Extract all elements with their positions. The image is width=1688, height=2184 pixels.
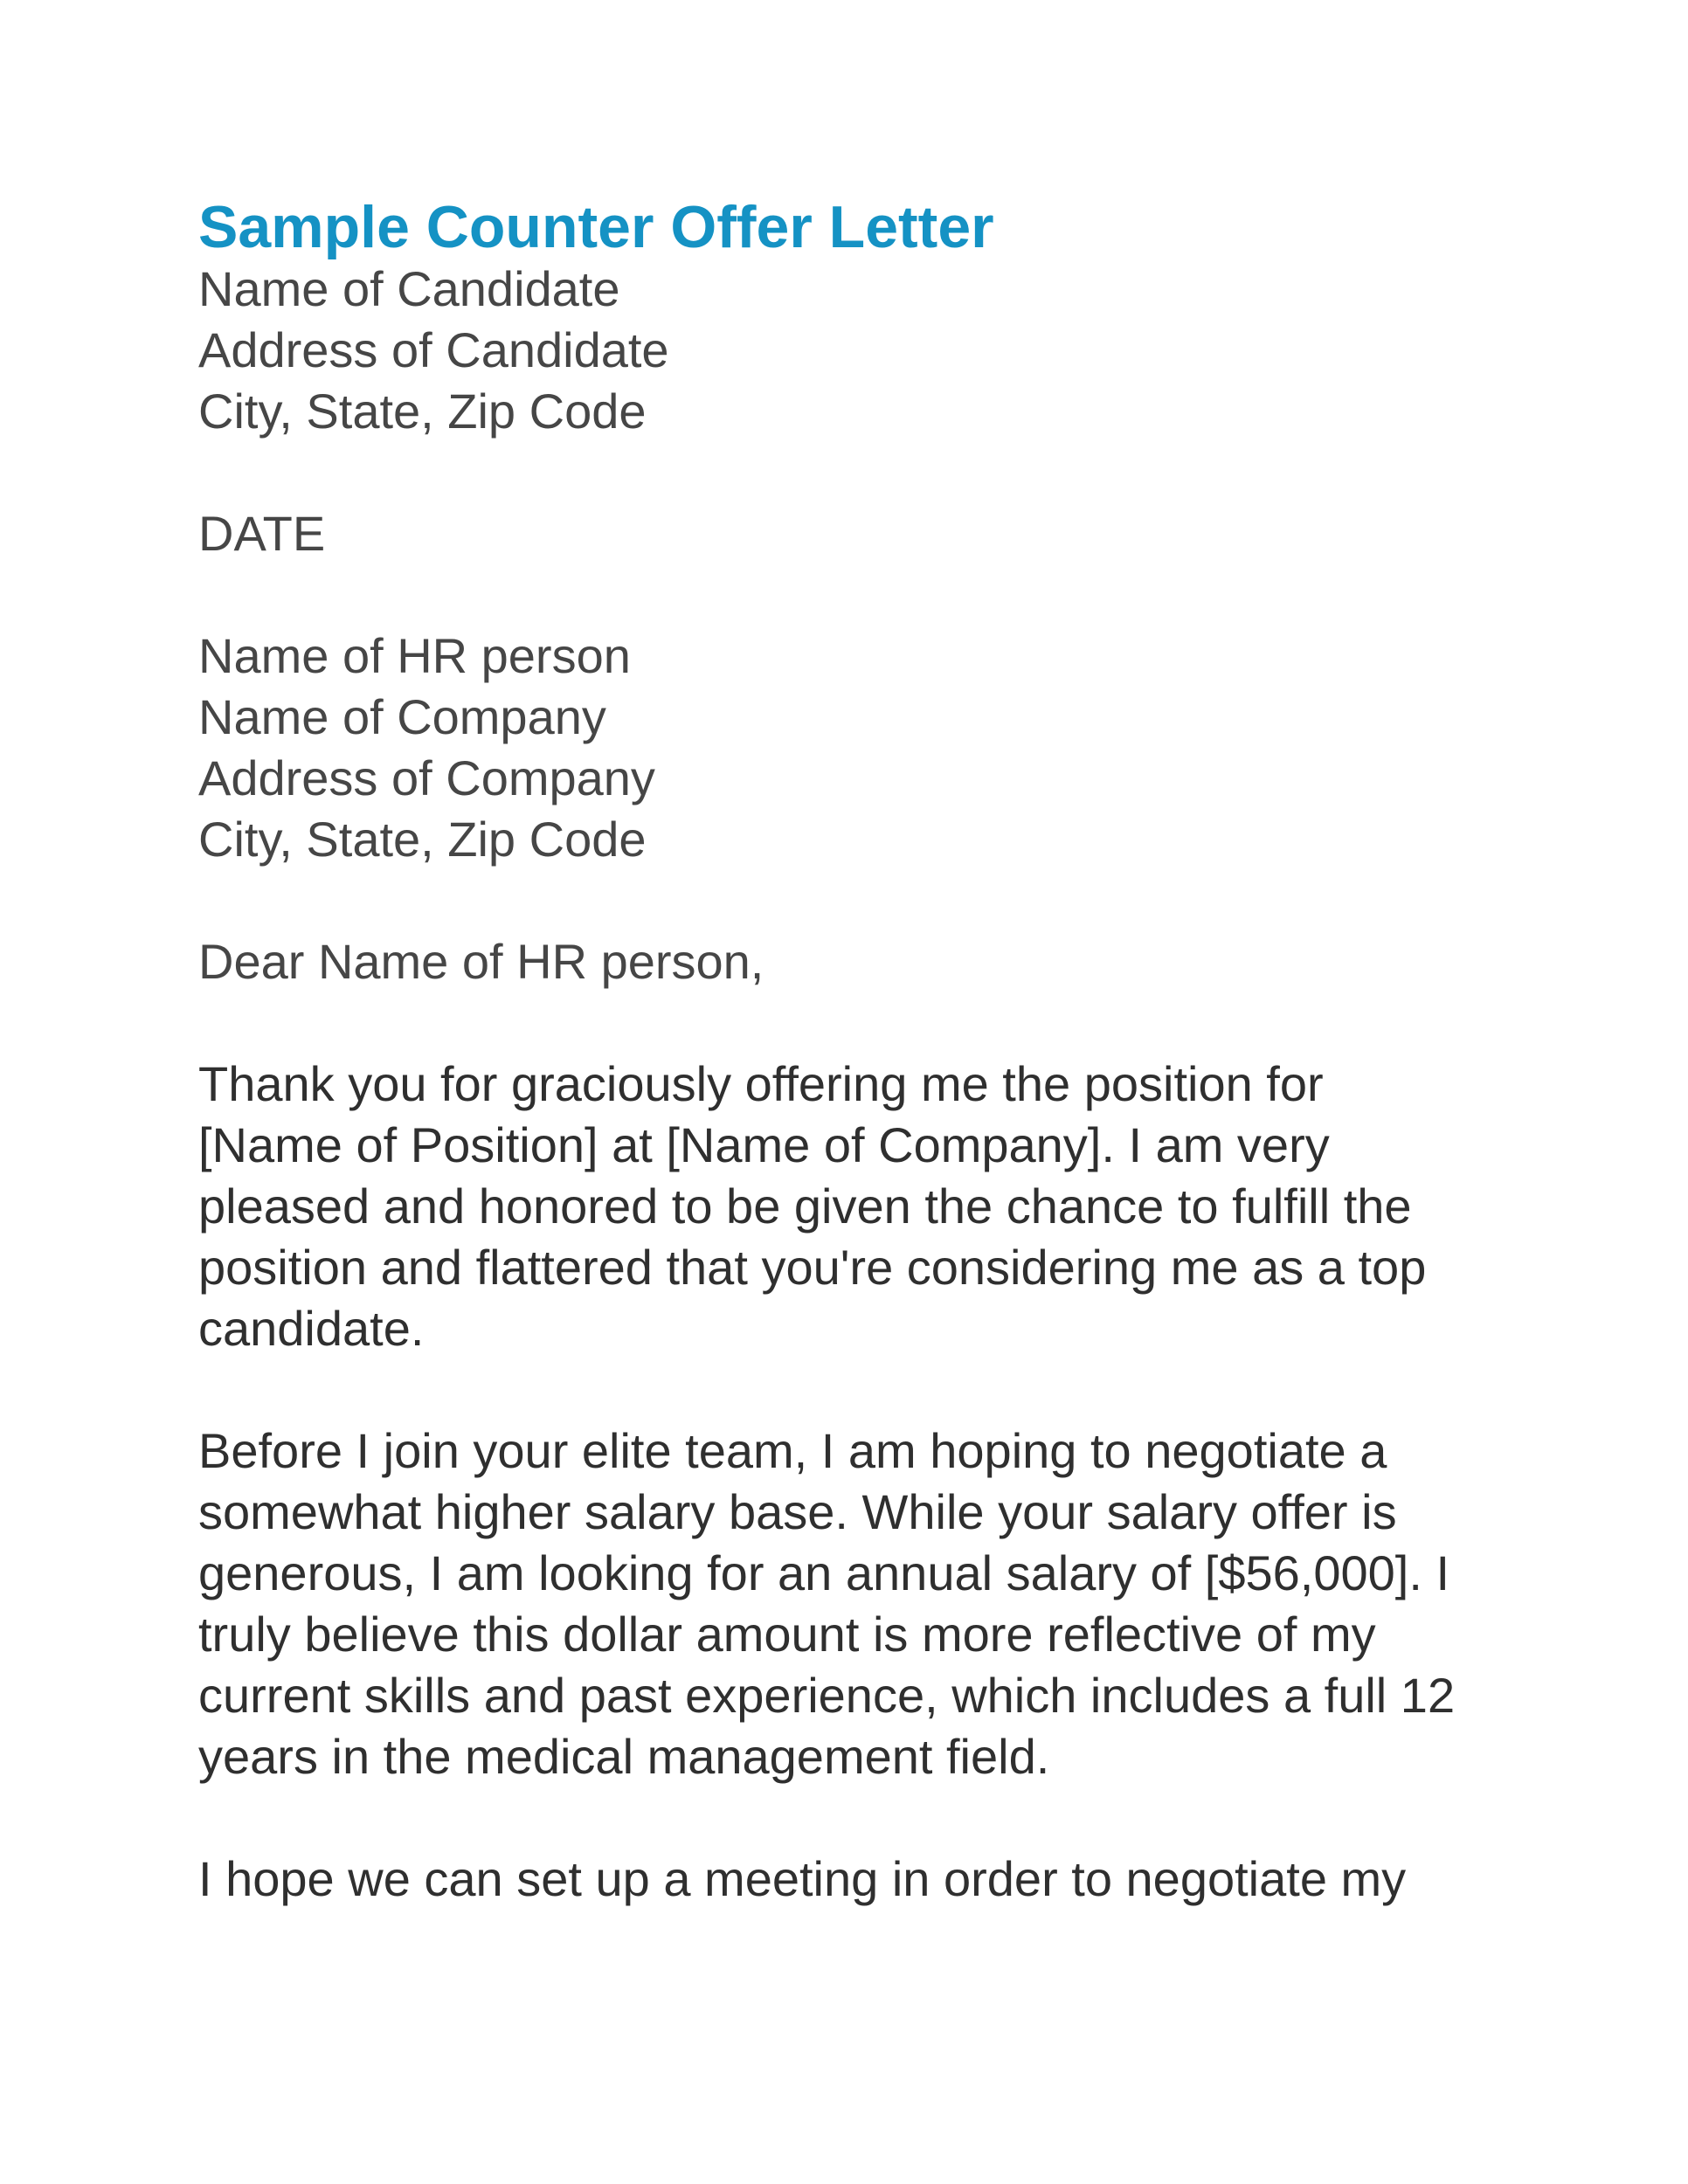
sender-city-state-zip: City, State, Zip Code <box>198 384 647 439</box>
spacer <box>198 564 1526 625</box>
spacer <box>198 1359 1526 1420</box>
paragraph-line: generous, I am looking for an annual salary of [$56,000]. I <box>198 1545 1450 1600</box>
salutation: Dear Name of HR person, <box>198 934 764 989</box>
date-block <box>198 503 1526 564</box>
paragraph-line: somewhat higher salary base. While your salary offer is <box>198 1484 1397 1539</box>
sender-address: Address of Candidate <box>198 322 669 377</box>
paragraph-line: I hope we can set up a meeting in order to negotiate my <box>198 1851 1407 1906</box>
letter-date: DATE <box>198 506 326 561</box>
spacer <box>198 870 1526 931</box>
paragraph-line: Before I join your elite team, I am hoping to negotiate a <box>198 1423 1387 1478</box>
recipient-address-block <box>198 625 1526 870</box>
paragraph-line: candidate. <box>198 1301 425 1356</box>
salutation-block <box>198 931 1526 992</box>
spacer <box>198 1787 1526 1849</box>
recipient-address: Address of Company <box>198 750 655 805</box>
recipient-city-state-zip: City, State, Zip Code <box>198 812 647 867</box>
recipient-name: Name of HR person <box>198 628 631 683</box>
sender-name: Name of Candidate <box>198 261 620 316</box>
paragraph-1 <box>198 1054 1526 1359</box>
recipient-company: Name of Company <box>198 689 606 744</box>
spacer <box>198 442 1526 503</box>
paragraph-line: pleased and honored to be given the chance to fulfill the <box>198 1178 1412 1234</box>
paragraph-line: position and flattered that you're considering me as a top <box>198 1240 1427 1295</box>
letter-body <box>198 190 1526 1910</box>
paragraph-line: [Name of Position] at [Name of Company]. I am very <box>198 1117 1330 1172</box>
paragraph-line: truly believe this dollar amount is more reflective of my <box>198 1607 1376 1662</box>
paragraph-line: Thank you for graciously offering me the position for <box>198 1056 1324 1111</box>
paragraph-3 <box>198 1849 1526 1910</box>
paragraph-line: current skills and past experience, which includes a full 12 <box>198 1668 1456 1723</box>
paragraph-2 <box>198 1420 1526 1787</box>
spacer <box>198 992 1526 1054</box>
paragraph-line: years in the medical management field. <box>198 1729 1050 1784</box>
sender-address-block <box>198 259 1526 442</box>
letter-title: Sample Counter Offer Letter <box>198 194 994 260</box>
